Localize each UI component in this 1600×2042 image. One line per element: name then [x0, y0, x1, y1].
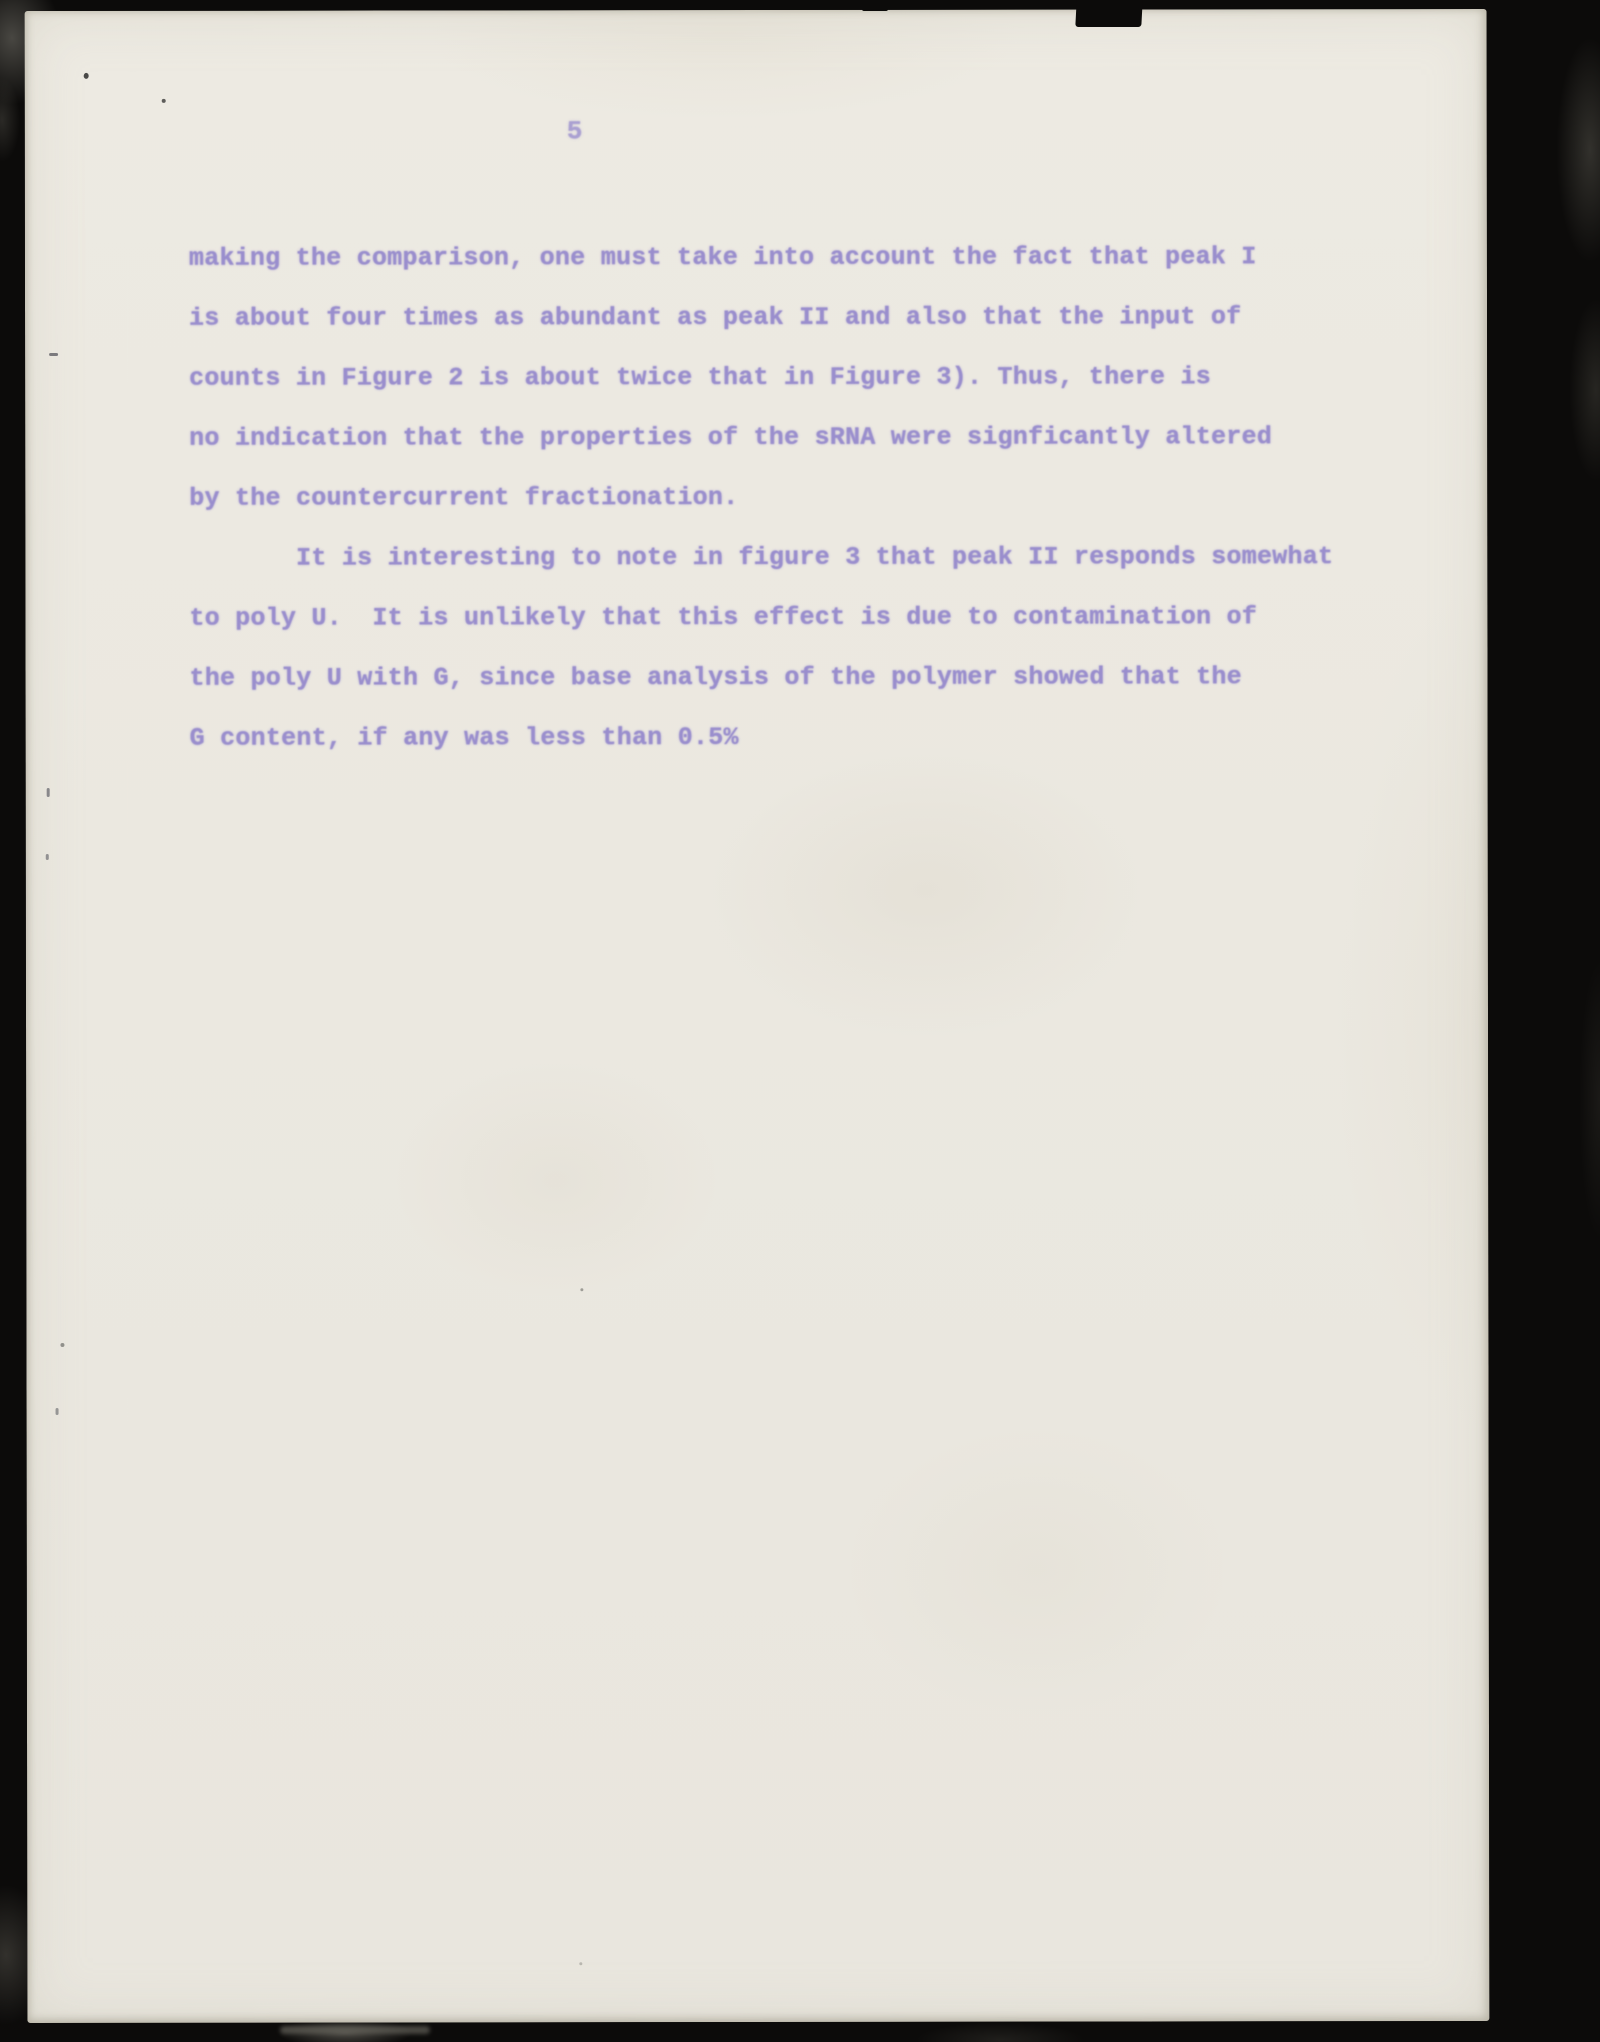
paper-edge-notch	[1075, 0, 1142, 27]
dust-speck	[60, 1343, 64, 1347]
dust-speck	[46, 854, 49, 860]
typed-text-block	[189, 227, 1350, 769]
dust-speck	[579, 1962, 582, 1965]
dust-speck	[47, 788, 50, 797]
typed-line: to poly U. It is unlikely that this effect is due to contamination of	[189, 602, 1258, 633]
document-page	[25, 9, 1490, 2023]
paper-edge-notch	[862, 0, 888, 11]
dust-speck	[56, 1408, 59, 1415]
typed-line: It is interesting to note in figure 3 that peak II responds somewhat	[189, 542, 1334, 573]
typed-line: G content, if any was less than 0.5%	[189, 723, 739, 753]
dust-speck	[162, 99, 166, 103]
dust-speck	[49, 353, 58, 356]
typed-line: the poly U with G, since base analysis of the polymer showed that the	[189, 662, 1242, 693]
typed-line: is about four times as abundant as peak II and also that the input of	[189, 302, 1242, 333]
dust-speck	[580, 1288, 583, 1291]
typed-line: making the comparison, one must take into account the fact that peak I	[188, 242, 1257, 273]
typed-line: no indication that the properties of the sRNA were signficantly altered	[189, 422, 1273, 453]
page-number: 5	[566, 116, 583, 147]
typed-line: by the countercurrent fractionation.	[189, 483, 739, 513]
typed-line: counts in Figure 2 is about twice that in Figure 3). Thus, there is	[189, 362, 1212, 393]
dust-speck	[84, 73, 89, 79]
scanner-streak	[280, 2026, 430, 2034]
